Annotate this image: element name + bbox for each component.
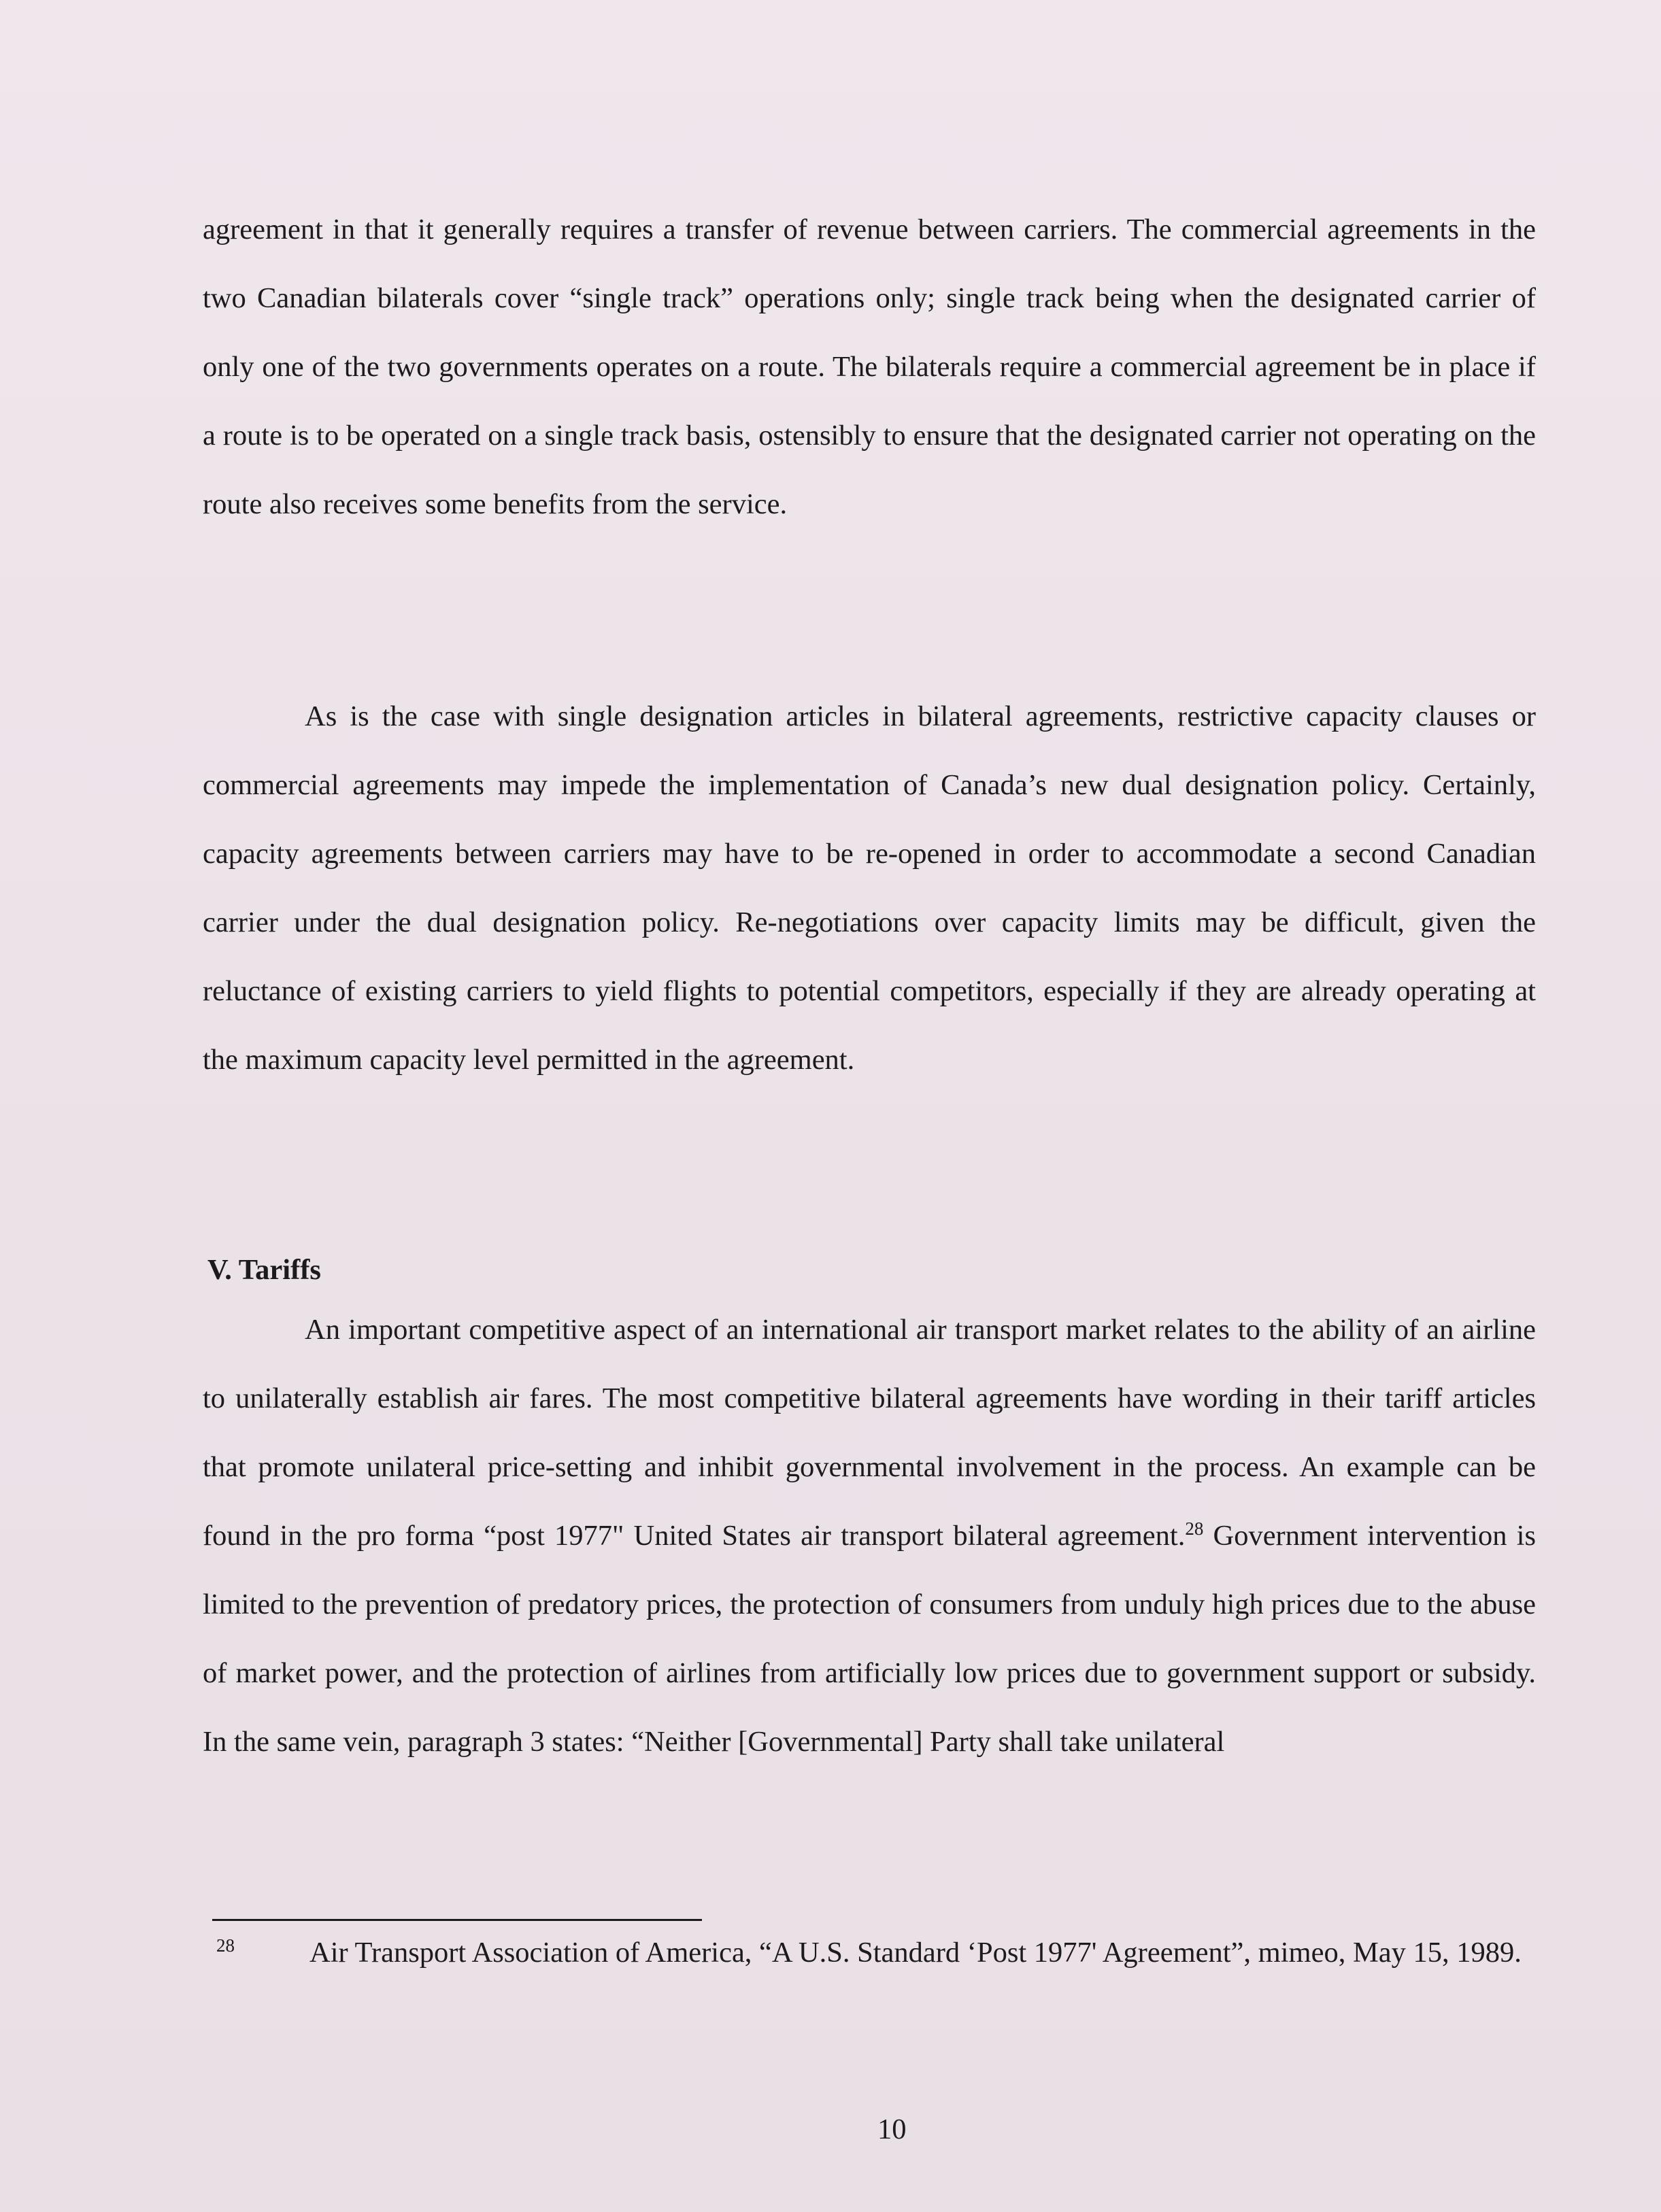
paragraph-text-part2: Government intervention is limited to the prevention of predatory prices, the protection of consumers from unduly high prices due to the abuse of market power, and the protection of airlines from artificially low prices due to government support or subsidy. In the same vein, paragraph 3 states: “Neither [Governmental] Party shall take unilateral (203, 1520, 1536, 1758)
paragraph-text-part1: An important competitive aspect of an international air transport market relates to the ability of an airline to unilaterally establish air fares. The most competitive bilateral agreements have wording in their tariff articles that promote unilateral price-setting and inhibit governmental involvement in the process. An example can be found in the pro forma “post 1977" United States air transport bilateral agreement. (203, 1314, 1536, 1552)
footnote (216, 1931, 1570, 1975)
footnote-text: Air Transport Association of America, “A U.S. Standard ‘Post 1977' Agreement”, mimeo, May 15, 1989. (309, 1937, 1522, 1969)
paragraph-capacity-clauses (203, 682, 1536, 1094)
footnote-number: 28 (216, 1935, 235, 1956)
footnote-reference: 28 (1185, 1518, 1204, 1539)
section-heading-tariffs: V. Tariffs (207, 1254, 321, 1286)
paragraph-text: agreement in that it generally requires a transfer of revenue between carriers. The commercial agreements in the two Canadian bilaterals cover “single track” operations only; single track being when the designated carrier of only one of the two governments operates on a route. The bilaterals require a commercial agreement be in place if a route is to be operated on a single track basis, ostensibly to ensure that the designated carrier not operating on the route also receives some benefits from the service. (203, 214, 1536, 520)
paragraph-text: As is the case with single designation articles in bilateral agreements, restrictive capacity clauses or commercial agreements may impede the implementation of Canada’s new dual designation policy. Certainly, capacity agreements between carriers may have to be re-opened in order to accommodate a second Canadian carrier under the dual designation policy. Re-negotiations over capacity limits may be difficult, given the reluctance of existing carriers to yield flights to potential competitors, especially if they are already operating at the maximum capacity level permitted in the agreement. (203, 700, 1536, 1076)
paragraph-tariffs (203, 1295, 1536, 1776)
page-number: 10 (877, 2113, 907, 2145)
paragraph-body (203, 1295, 1536, 1776)
footnote-divider (212, 1919, 702, 1921)
paragraph-commercial-agreements (203, 195, 1536, 539)
